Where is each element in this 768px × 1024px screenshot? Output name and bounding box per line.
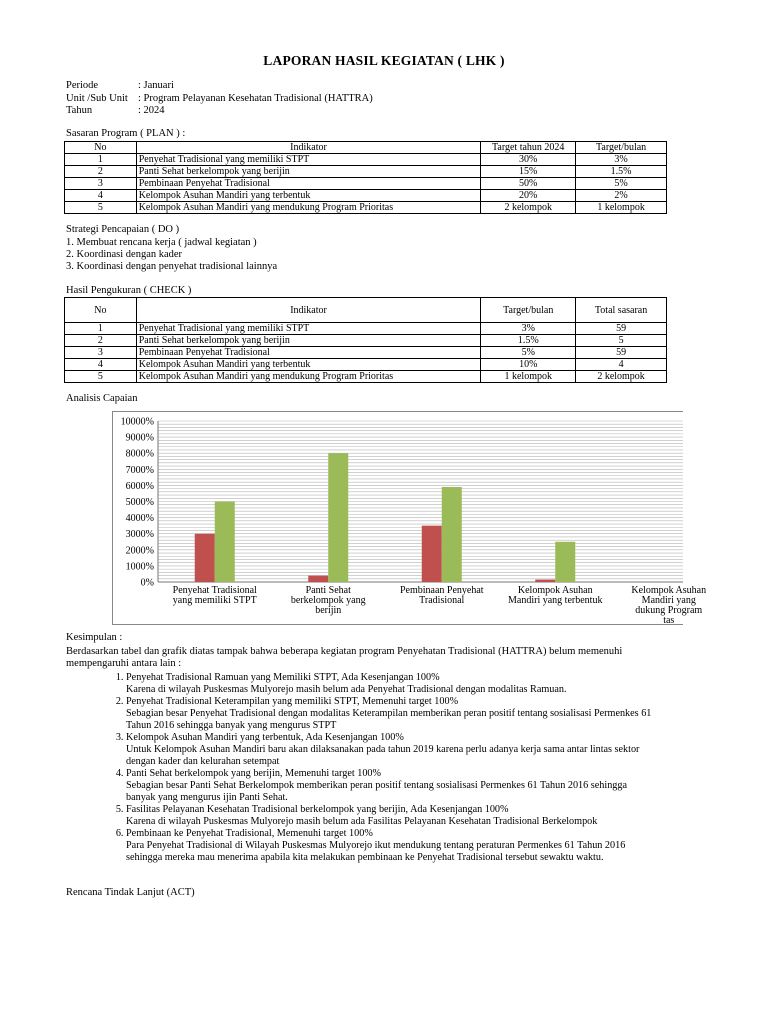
x-tick-label: berijin <box>315 605 342 616</box>
do-item: 2. Koordinasi dengan kader <box>66 249 183 260</box>
conclusion-intro-line: Berdasarkan tabel dan grafik diatas tampak bahwa beberapa kegiatan program Penyehatan Tradisional (HATTRA) belum memenuhi <box>66 646 623 657</box>
check-col-total-sasaran: Total sasaran <box>576 298 667 323</box>
plan-col-no: No <box>65 142 137 154</box>
table-row <box>65 359 667 371</box>
y-tick-label: 7000% <box>125 464 154 476</box>
table-cell: 1.5% <box>481 335 576 347</box>
plan-col-indikator: Indikator <box>136 142 481 154</box>
do-item: 1. Membuat rencana kerja ( jadwal kegiatan ) <box>66 237 257 248</box>
list-item <box>126 804 766 828</box>
list-item <box>126 828 766 864</box>
bar <box>535 580 555 582</box>
table-cell: 3 <box>65 347 137 359</box>
bar <box>328 453 348 582</box>
table-cell: Penyehat Tradisional yang memiliki STPT <box>136 154 481 166</box>
list-item-line: banyak yang mengurus ijin Panti Sehat. <box>126 792 288 803</box>
x-tick-label: yang memiliki STPT <box>172 595 257 606</box>
meta-value-periode: : Januari <box>138 80 174 91</box>
bar <box>422 526 442 582</box>
list-item-line: Karena di wilayah Puskesmas Mulyorejo masih belum ada Fasilitas Pelayanan Kesehatan Tradisional Berkelompok <box>126 816 598 827</box>
table-cell: Penyehat Tradisional yang memiliki STPT <box>136 323 481 335</box>
table-cell: 30% <box>481 154 576 166</box>
check-col-no: No <box>65 298 137 323</box>
list-item-line: dengan kader dan kelurahan setempat <box>126 756 280 767</box>
check-table <box>64 297 667 383</box>
list-item-line: Untuk Kelompok Asuhan Mandiri baru akan dilaksanakan pada tahun 2019 karena perlu adanya kerja sama antar lintas sektor <box>126 744 640 755</box>
table-cell: 4 <box>65 190 137 202</box>
bar <box>215 502 235 583</box>
list-item-title: 3. Kelompok Asuhan Mandiri yang terbentuk, Ada Kesenjangan 100% <box>126 732 404 743</box>
analysis-chart <box>112 411 707 626</box>
table-cell: 15% <box>481 166 576 178</box>
table-cell: 20% <box>481 190 576 202</box>
check-heading: Hasil Pengukuran ( CHECK ) <box>66 285 192 296</box>
table-cell: 5 <box>65 202 137 214</box>
table-cell: 1 kelompok <box>576 202 667 214</box>
table-cell: 2 <box>65 335 137 347</box>
table-cell: Kelompok Asuhan Mandiri yang mendukung Program Prioritas <box>136 371 481 383</box>
do-item: 3. Koordinasi dengan penyehat tradisional lainnya <box>66 261 278 272</box>
meta-label-unit: Unit /Sub Unit <box>66 93 128 104</box>
table-cell: 1 <box>65 323 137 335</box>
list-item-title: 1. Penyehat Tradisional Ramuan yang Memiliki STPT, Ada Kesenjangan 100% <box>126 672 440 683</box>
check-col-indikator: Indikator <box>136 298 481 323</box>
conclusion-heading: Kesimpulan : <box>66 632 123 643</box>
table-cell: 3% <box>576 154 667 166</box>
table-cell: 4 <box>576 359 667 371</box>
list-item-title: 5. Fasilitas Pelayanan Kesehatan Tradisional berkelompok yang berijin, Ada Kesenjangan 100% <box>126 804 509 815</box>
x-tick-label: Kelompok Asuhan <box>517 585 593 596</box>
table-row <box>65 323 667 335</box>
table-row <box>65 347 667 359</box>
table-cell: 1 <box>65 154 137 166</box>
table-row <box>65 154 667 166</box>
check-header-row <box>65 298 667 323</box>
list-item-title: 2. Penyehat Tradisional Keterampilan yang memiliki STPT, Memenuhi target 100% <box>126 696 459 707</box>
table-cell: Panti Sehat berkelompok yang berijin <box>136 166 481 178</box>
table-cell: 3% <box>481 323 576 335</box>
list-item <box>126 732 766 768</box>
table-cell: 10% <box>481 359 576 371</box>
plan-heading: Sasaran Program ( PLAN ) : <box>66 128 186 139</box>
conclusion-intro-line: mempengaruhi antara lain : <box>66 658 182 669</box>
do-heading: Strategi Pencapaian ( DO ) <box>66 224 180 235</box>
table-cell: 5 <box>65 371 137 383</box>
table-cell: 1.5% <box>576 166 667 178</box>
table-cell: 2% <box>576 190 667 202</box>
bar <box>195 534 215 582</box>
x-tick-label: Tradisional <box>419 595 465 606</box>
list-item-line: Para Penyehat Tradisional di Wilayah Puskesmas Mulyorejo ikut mendukung tentang peraturan Permenkes 61 Tahun 2016 <box>126 840 626 851</box>
list-item-line: Tahun 2016 sehingga banyak yang mengurus STPT <box>126 720 337 731</box>
table-cell: 5% <box>481 347 576 359</box>
x-tick-label: dukung Program <box>635 605 703 616</box>
meta-value-tahun: : 2024 <box>138 105 165 116</box>
meta-value-unit: : Program Pelayanan Kesehatan Tradisional (HATTRA) <box>138 93 373 104</box>
x-tick-label: Pembinaan Penyehat <box>399 585 484 596</box>
y-tick-label: 5000% <box>125 497 154 508</box>
table-row <box>65 178 667 190</box>
table-cell: 2 <box>65 166 137 178</box>
list-item-line: sehingga mereka mau menerima apabila kita melakukan pembinaan ke Penyehat Tradisional tersebut sewaktu waktu. <box>126 852 604 863</box>
analysis-heading: Analisis Capaian <box>66 393 138 404</box>
table-row <box>65 371 667 383</box>
list-item <box>126 672 766 696</box>
table-cell: 5% <box>576 178 667 190</box>
table-row <box>65 202 667 214</box>
table-cell: Kelompok Asuhan Mandiri yang mendukung Program Prioritas <box>136 202 481 214</box>
x-tick-label: Mandiri yang <box>641 595 696 606</box>
bar <box>442 487 462 582</box>
plan-table <box>64 141 667 214</box>
plan-header-row <box>65 142 667 154</box>
meta-label-periode: Periode <box>66 80 99 91</box>
conclusion-list <box>106 672 766 864</box>
table-cell: 5 <box>576 335 667 347</box>
report-title: LAPORAN HASIL KEGIATAN ( LHK ) <box>263 53 505 68</box>
y-tick-label: 10000% <box>120 416 154 428</box>
act-heading: Rencana Tindak Lanjut (ACT) <box>66 887 195 898</box>
plan-col-target-bulan: Target/bulan <box>576 142 667 154</box>
table-cell: 2 kelompok <box>576 371 667 383</box>
table-cell: 59 <box>576 323 667 335</box>
x-tick-label: berkelompok yang <box>290 595 366 606</box>
table-row <box>65 190 667 202</box>
table-cell: 1 kelompok <box>481 371 576 383</box>
x-tick-label: Panti Sehat <box>305 585 351 596</box>
y-tick-label: 0% <box>140 577 154 589</box>
table-cell: Pembinaan Penyehat Tradisional <box>136 178 481 190</box>
x-tick-label: Penyehat Tradisional <box>172 585 257 596</box>
x-tick-label: tas <box>663 615 675 626</box>
y-tick-label: 6000% <box>125 480 154 492</box>
bar-chart <box>113 412 707 626</box>
table-cell: Kelompok Asuhan Mandiri yang terbentuk <box>136 190 481 202</box>
table-cell: Panti Sehat berkelompok yang berijin <box>136 335 481 347</box>
x-tick-label: Kelompok Asuhan <box>631 585 707 596</box>
y-tick-label: 9000% <box>125 432 154 444</box>
check-col-target-bulan: Target/bulan <box>481 298 576 323</box>
x-tick-label: Mandiri yang terbentuk <box>508 595 603 606</box>
bar <box>555 542 575 582</box>
table-row <box>65 335 667 347</box>
y-tick-label: 3000% <box>125 529 154 541</box>
y-tick-label: 1000% <box>125 561 154 573</box>
plan-col-target-tahun: Target tahun 2024 <box>481 142 576 154</box>
list-item-line: Sebagian besar Penyehat Tradisional dengan modalitas Keterampilan memberikan peran positif tentang sosialisasi Permenkes 61 <box>126 708 652 719</box>
table-row <box>65 166 667 178</box>
table-cell: 4 <box>65 359 137 371</box>
bar <box>308 576 328 582</box>
y-tick-label: 4000% <box>125 513 154 525</box>
list-item <box>126 696 766 732</box>
list-item-line: Karena di wilayah Puskesmas Mulyorejo masih belum ada Penyehat Tradisional dengan modalitas Ramuan. <box>126 684 567 695</box>
list-item-title: 6. Pembinaan ke Penyehat Tradisional, Memenuhi target 100% <box>126 828 373 839</box>
table-cell: Pembinaan Penyehat Tradisional <box>136 347 481 359</box>
table-cell: 3 <box>65 178 137 190</box>
list-item-line: Sebagian besar Panti Sehat Berkelompok memberikan peran positif tentang sosialisasi Permenkes 61 Tahun 2016 sehingga <box>126 780 628 791</box>
y-tick-label: 8000% <box>125 448 154 460</box>
table-cell: Kelompok Asuhan Mandiri yang terbentuk <box>136 359 481 371</box>
meta-label-tahun: Tahun <box>66 105 93 116</box>
list-item-title: 4. Panti Sehat berkelompok yang berijin, Memenuhi target 100% <box>126 768 382 779</box>
list-item <box>126 768 766 804</box>
table-cell: 2 kelompok <box>481 202 576 214</box>
table-cell: 59 <box>576 347 667 359</box>
y-tick-label: 2000% <box>125 545 154 557</box>
table-cell: 50% <box>481 178 576 190</box>
